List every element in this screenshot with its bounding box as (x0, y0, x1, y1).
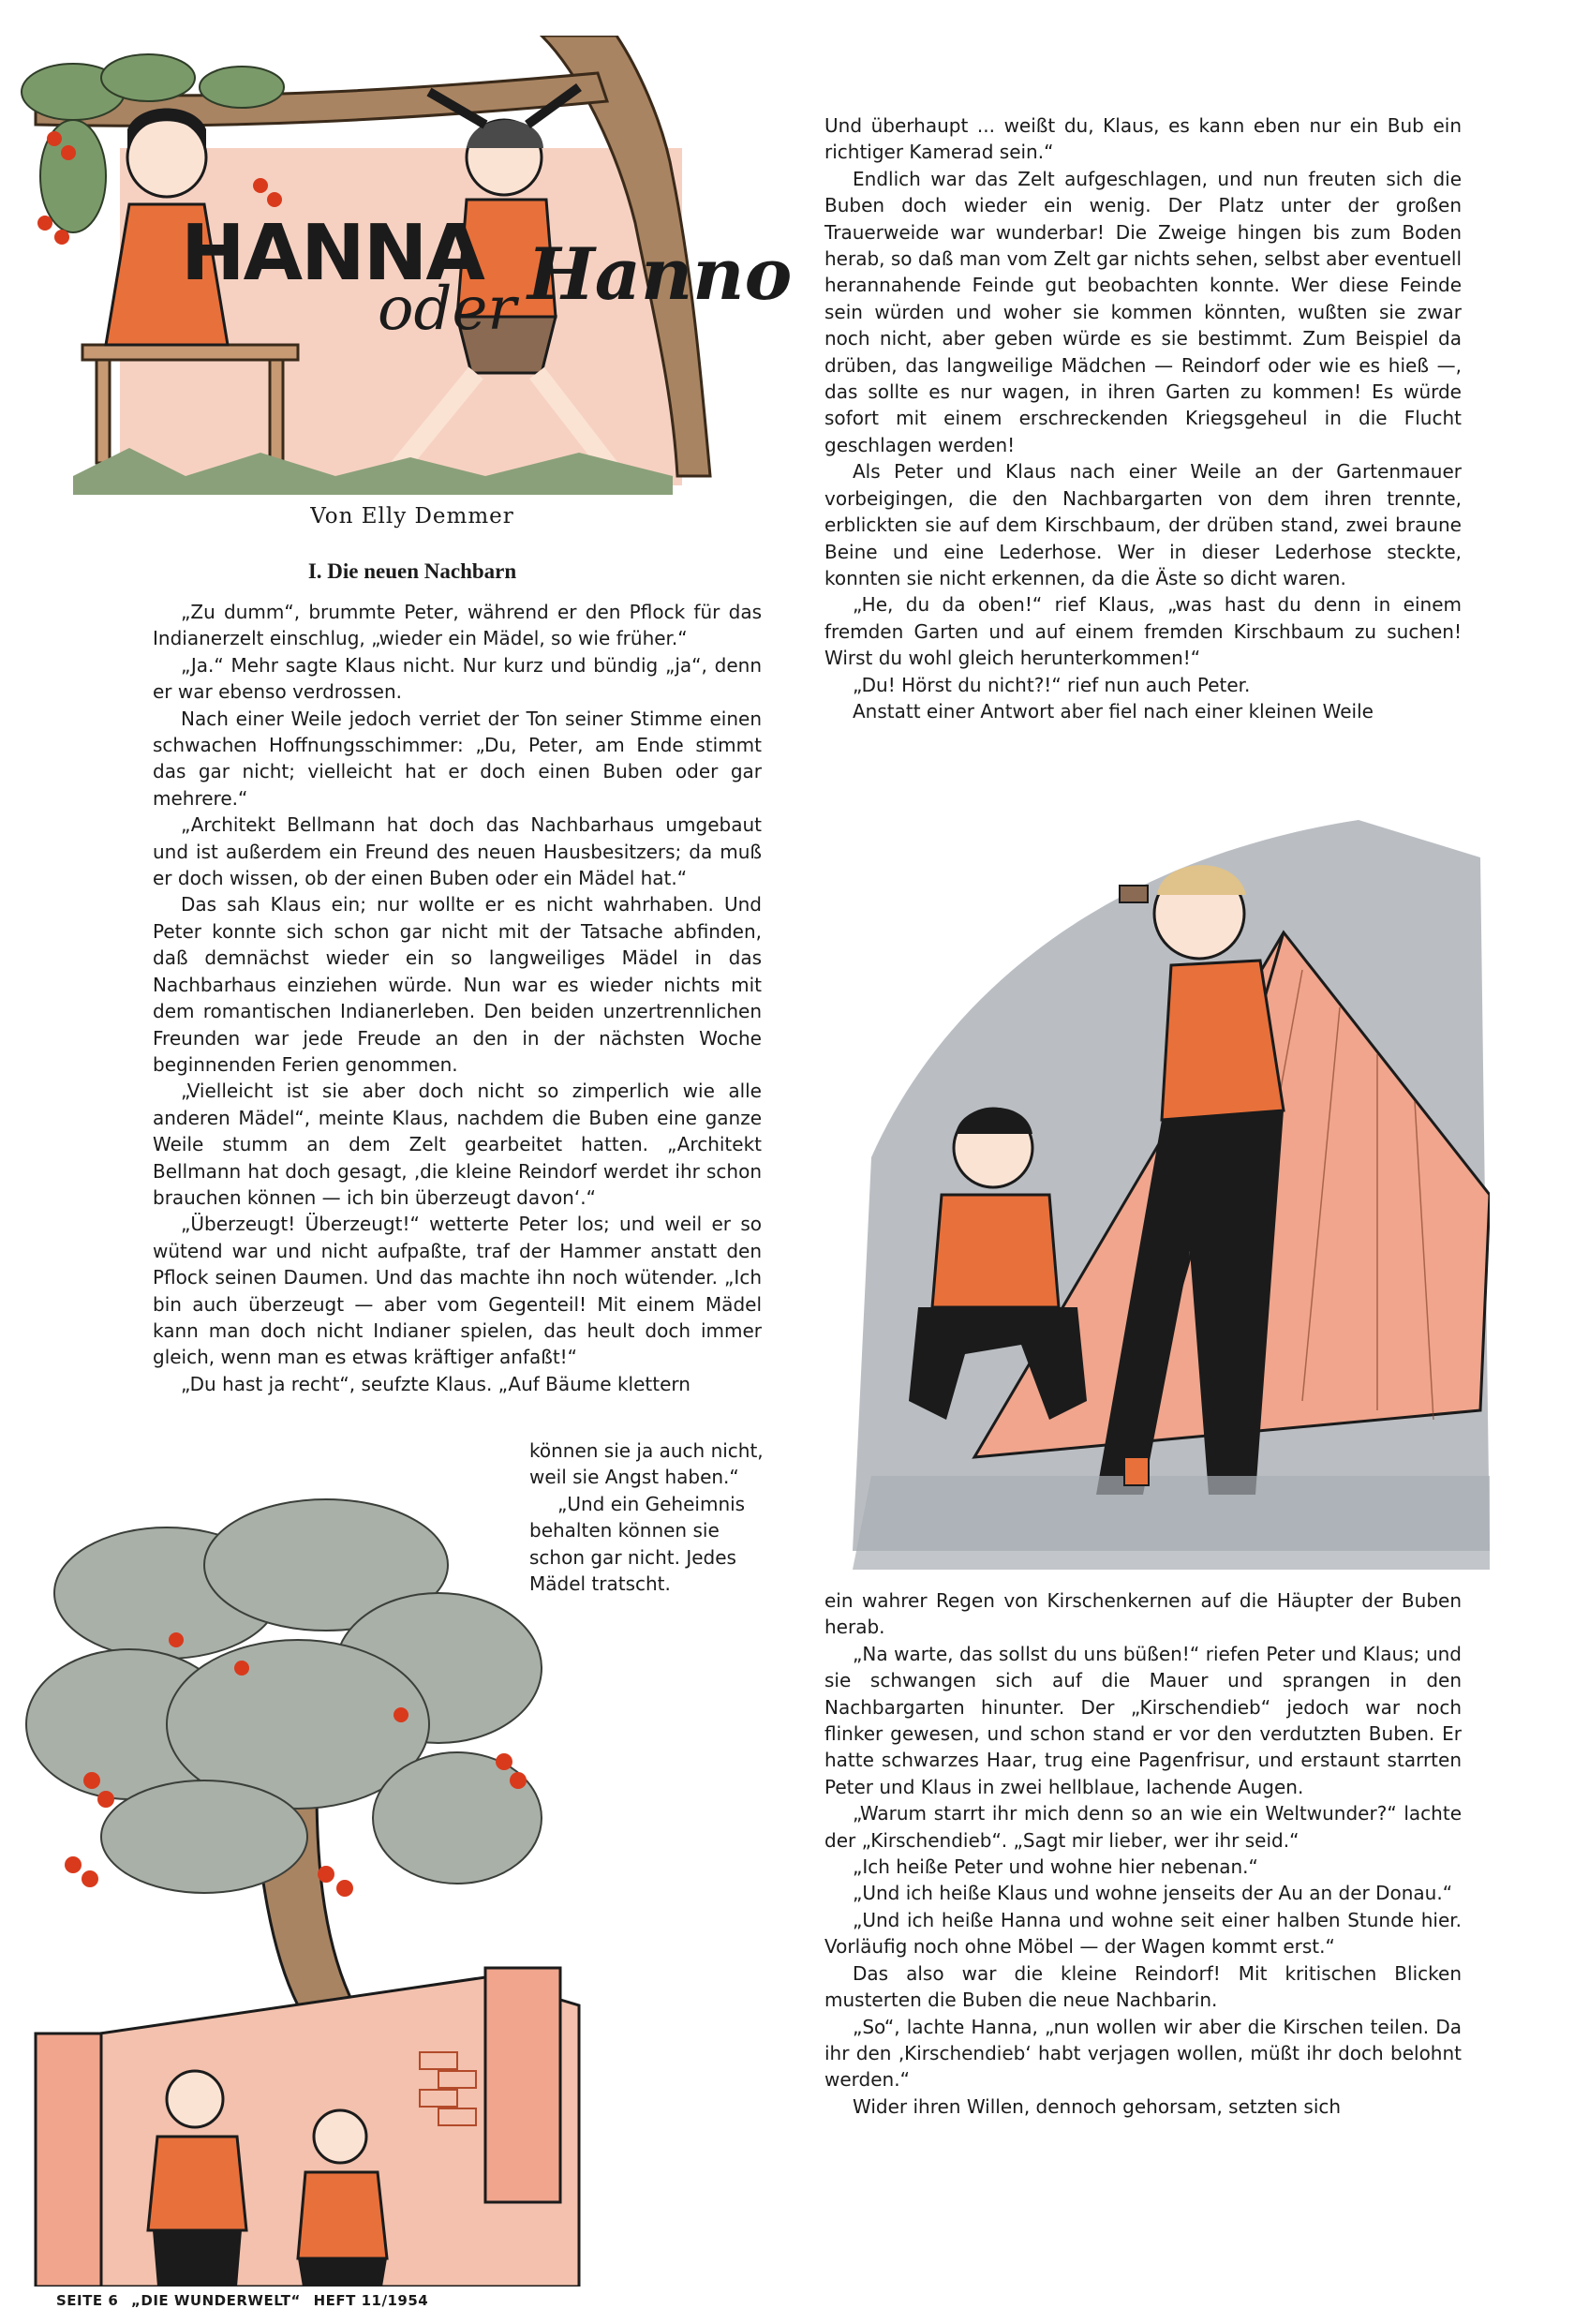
paragraph: können sie ja auch nicht, weil sie Angst haben.“ (529, 1439, 764, 1489)
title-word-oder: oder (378, 275, 516, 344)
right-column-top-text (824, 112, 1462, 724)
paragraph: „Zu dumm“, brummte Peter, während er den Pflock für das Indianerzelt einschlug, „wieder ein Mädel, so wie früher.“ (153, 601, 762, 650)
title-illustration (17, 36, 793, 509)
paragraph: „Und ich heiße Klaus und wohne jenseits der Au an der Donau.“ (853, 1882, 1453, 1905)
right-column-bottom-text (824, 1587, 1462, 2120)
title-word-hanna: HANNA (181, 209, 483, 298)
paragraph: „Ich heiße Peter und wohne hier nebenan.“ (853, 1855, 1258, 1879)
paragraph: Nach einer Weile jedoch verriet der Ton seiner Stimme einen schwachen Hoffnungsschimmer: „Du, Peter, am Ende stimmt das gar nicht; vielleicht hat er doch einen Buben oder gar mehrere.“ (153, 707, 762, 810)
paragraph: Als Peter und Klaus nach einer Weile an der Gartenmauer vorbeigingen, die den Nachbargarten von dem ihren trennte, erblickten sie auf dem Kirschbaum, der drüben stand, zwei braune Beine und eine Lederhose. Wer in dieser Lederhose steckte, konnten sie nicht erkennen, da die Äste so dicht waren. (824, 460, 1462, 589)
paragraph: „Überzeugt! Überzeugt!“ wetterte Peter los; und weil er so wütend war und nicht aufpaßte, traf der Hammer anstatt den Pflock seinen Daumen. Und das machte ihn noch wütender. „Ich bin auch überzeugt — aber vom Gegenteil! Mit einem Mädel kann man doch nicht Indianer spielen, das heult doch immer gleich, wenn man es etwas kräftiger anfaßt!“ (153, 1213, 762, 1369)
paragraph: Das also war die kleine Reindorf! Mit kritischen Blicken musterten die Buben die neue Nachbarin. (824, 1961, 1462, 2012)
title-word-hanno: Hanno (527, 232, 793, 316)
paragraph: „Warum starrt ihr mich denn so an wie ein Weltwunder?“ lachte der „Kirschendieb“. „Sagt mir lieber, wer ihr seid.“ (824, 1802, 1462, 1852)
paragraph: Und überhaupt ... weißt du, Klaus, es kann eben nur ein Bub ein richtiger Kamerad sein.“ (824, 114, 1462, 164)
paragraph: „Und ich heiße Hanna und wohne seit einer halben Stunde hier. Vorläufig noch ohne Möbel — der Wagen kommt erst.“ (824, 1908, 1462, 1959)
paragraph: Das sah Klaus ein; nur wollte er es nicht wahrhaben. Und Peter konnte sich schon gar nicht mit der Tatsache abfinden, daß demnächst wieder ein so langweiliges Mädel in das Nachbarhaus einziehen würde. Nun war es wieder nichts mit dem romantischen Indianerleben. Den beiden unzertrennlichen Freunden war jede Freude an den in der nächsten Woche beginnenden Ferien genommen. (153, 893, 762, 1076)
paragraph: „Du hast ja recht“, seufzte Klaus. „Auf Bäume klettern (181, 1372, 691, 1395)
paragraph: ein wahrer Regen von Kirschenkernen auf die Häupter der Buben herab. (824, 1589, 1462, 1639)
page-number: SEITE 6 (56, 2292, 119, 2309)
cherry-tree-wall-art (17, 1481, 584, 2287)
paragraph: „Vielleicht ist sie aber doch nicht so zimperlich wie alle anderen Mädel“, meinte Klaus, nachdem die Buben eine ganze Weile stumm an dem Zelt gearbeitet hatten. „Architekt Bellmann hat doch gesagt, ‚die kleine Reindorf werdet ihr schon brauchen können — ich bin überzeugt davon‘.“ (153, 1080, 762, 1209)
paragraph: „Na warte, das sollst du uns büßen!“ riefen Peter und Klaus; und sie schwangen sich auf die Mauer und sprangen in den Nachbargarten hinunter. Der „Kirschendieb“ jedoch war noch flinker gewesen, und schon stand er vor den verdutzten Buben. Er hatte schwarzes Haar, trug eine Pagenfrisur, und erstaunt starrten Peter und Klaus in zwei hellblaue, lachende Augen. (824, 1642, 1462, 1798)
paragraph: „Architekt Bellmann hat doch das Nachbarhaus umgebaut und ist außerdem ein Freund des neuen Hausbesitzers; da muß er doch wissen, ob der einen Buben oder ein Mädel hat.“ (153, 813, 762, 890)
magazine-title: „DIE WUNDERWELT“ (131, 2292, 301, 2309)
paragraph: Wider ihren Willen, dennoch gehorsam, setzten sich (853, 2094, 1342, 2118)
paragraph: „He, du da oben!“ rief Klaus, „was hast du denn in einem fremden Garten und auf einem fremden Kirschbaum zu suchen! Wirst du wohl gleich herunterkommen!“ (824, 593, 1462, 670)
page-footer (56, 2292, 436, 2309)
tent-illustration-art (834, 801, 1490, 1570)
left-column-text (153, 599, 762, 1397)
paragraph: „So“, lachte Hanna, „nun wollen wir aber die Kirschen teilen. Da ihr den ‚Kirschendieb‘ habt verjagen wollen, müßt ihr doch belohnt werden.“ (824, 2015, 1462, 2092)
issue-number: HEFT 11/1954 (313, 2292, 429, 2309)
paragraph: „Und ein Geheimnis behalten können sie schon gar nicht. Jedes Mädel tratscht. (529, 1492, 746, 1596)
paragraph: Endlich war das Zelt aufgeschlagen, und nun freuten sich die Buben doch wieder ein wenig. Der Platz unter der großen Trauerweide war wunderbar! Die Zweige hingen bis zum Boden herab, so daß man vom Zelt gar nichts sehen, selbst aber eventuell herannahende Feinde gut beobachten konnte. Wer diese Feinde sein würden und woher sie kommen könnten, wußten sie zwar noch nicht, aber geben würde es sie bestimmt. Zum Beispiel da drüben, das langweilige Mädchen — Reindorf oder wie es hieß —, das sollte es nur wagen, in ihren Garten zu kommen! Es würde sofort mit einem erschreckenden Kriegsgeheul in die Flucht geschlagen werden! (824, 167, 1462, 456)
paragraph: Anstatt einer Antwort aber fiel nach einer kleinen Weile (853, 699, 1374, 723)
author-byline: Von Elly Demmer (310, 504, 514, 529)
cherry-tree-wall-illustration (17, 1481, 584, 2287)
chapter-heading: I. Die neuen Nachbarn (307, 559, 517, 583)
paragraph: „Ja.“ Mehr sagte Klaus nicht. Nur kurz und bündig „ja“, denn er war ebenso verdrossen. (153, 653, 762, 704)
paragraph: „Du! Hörst du nicht?!“ rief nun auch Peter. (853, 673, 1251, 696)
tent-illustration (834, 801, 1490, 1570)
